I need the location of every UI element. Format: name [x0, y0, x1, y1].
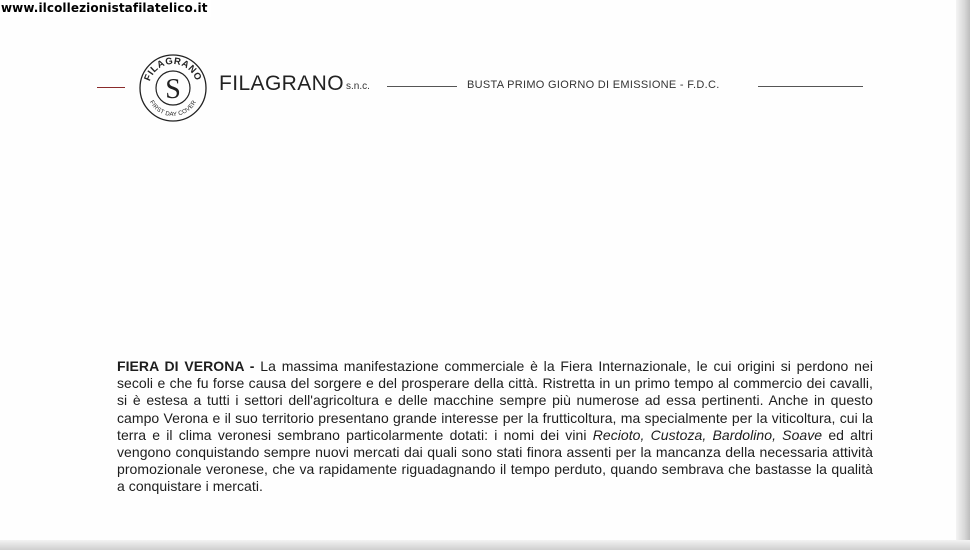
header-rule-middle	[387, 86, 457, 87]
envelope-edge-bottom	[0, 540, 970, 550]
envelope-edge-right	[956, 0, 970, 550]
watermark-url: www.ilcollezionistafilatelico.it	[0, 0, 211, 17]
description-text	[117, 358, 873, 496]
header-rule-right	[758, 86, 863, 87]
filagrano-seal-icon	[138, 53, 208, 123]
description-title: FIERA DI VERONA -	[117, 358, 255, 374]
description-part-1: La massima manifestazione commerciale è la Fiera Internazionale, le cui origini si perdono nei secoli e che fu forse causa del sorgere e del prosperare della città. Ristretta in un primo tempo al commercio dei cavalli, si è estesa a tutti i settori dell'agricoltura e delle macchine sempre più numerose ad essa pertinenti. Anche in questo campo Verona e il suo territorio presentano grande interesse per la frutticoltura, ma specialmente per la viticoltura, cui la terra e il clima veronesi sembrano particolarmente dotati: i nomi dei vini	[117, 358, 873, 443]
wine-names: Recioto, Custoza, Bardolino, Soave	[592, 426, 823, 443]
description-part-2: ed altri vengono conquistando sempre nuovi mercati dai quali sono stati finora assenti per la mancanza della necessaria attività promozionale veronese, che va rapidamente riguadagnando il tempo perduto, quando sembrava che bastasse la qualità a conquistare i mercati.	[117, 426, 873, 495]
brand-name: FILAGRANO	[219, 72, 344, 95]
company-suffix: s.n.c.	[346, 81, 370, 92]
seal-ring-bottom-text: FIRST DAY COVER	[148, 99, 198, 119]
header-rule-left	[97, 87, 125, 88]
seal-ring-top-text: FILAGRANO	[142, 55, 204, 83]
cover-type-label: BUSTA PRIMO GIORNO DI EMISSIONE - F.D.C.	[467, 79, 720, 91]
seal-monogram: S	[165, 74, 181, 105]
